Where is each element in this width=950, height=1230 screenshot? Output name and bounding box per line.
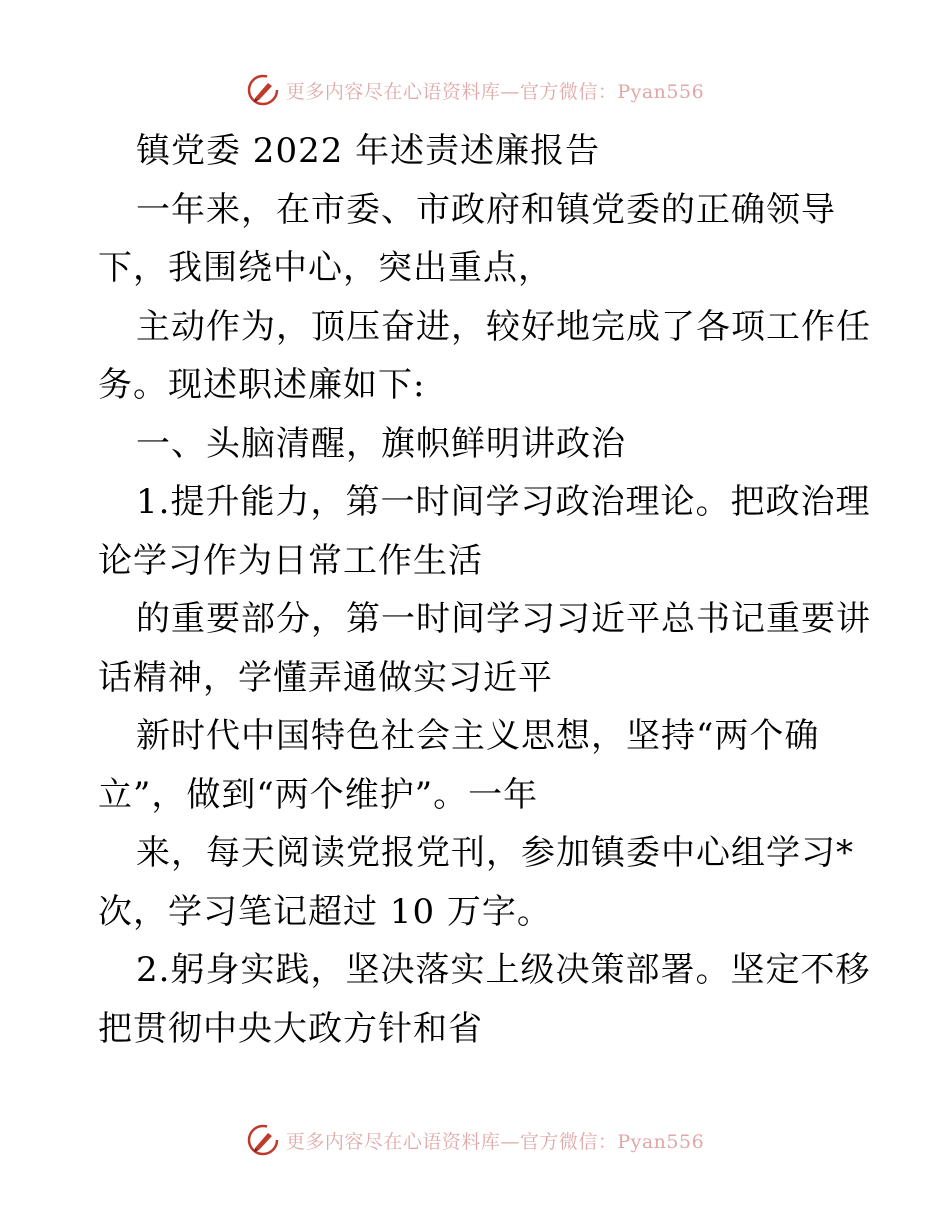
paragraph-line: 主动作为，顶压奋进，较好地完成了各项工作任	[136, 306, 871, 347]
paragraph-line: 新时代中国特色社会主义思想，坚持“两个确	[136, 716, 820, 756]
section-heading: 一、头脑清醒，旗帜鲜明讲政治	[136, 423, 626, 464]
paragraph-line: 立”，做到“两个维护”。一年	[98, 774, 539, 815]
paragraph-line: 务。现述职述廉如下:	[98, 365, 426, 405]
pen-logo-icon	[246, 73, 280, 107]
paragraph-line: 2.躬身实践，坚决落实上级决策部署。坚定不移	[136, 950, 871, 990]
paragraph-line: 论学习作为日常工作生活	[98, 540, 483, 581]
watermark-text: 更多内容尽在心语资料库—官方微信：Pyan556	[285, 1130, 705, 1153]
watermark-header	[0, 70, 950, 110]
paragraph-line: 下，我围绕中心，突出重点，	[98, 248, 553, 288]
document-body	[98, 122, 871, 1058]
paragraph-line: 把贯彻中央大政方针和省	[98, 1008, 483, 1049]
paragraph-line: 来，每天阅读党报党刊，参加镇委中心组学习*	[136, 833, 854, 873]
paragraph-line: 一年来，在市委、市政府和镇党委的正确领导	[136, 189, 836, 230]
paragraph-line: 话精神，学懂弄通做实习近平	[98, 657, 553, 698]
watermark-text: 更多内容尽在心语资料库—官方微信：Pyan556	[285, 80, 705, 103]
watermark-footer	[0, 1120, 950, 1160]
paragraph-line: 1.提升能力，第一时间学习政治理论。把政治理	[136, 482, 871, 522]
paragraph-line: 的重要部分，第一时间学习习近平总书记重要讲	[136, 599, 871, 639]
doc-title: 镇党委 2022 年述责述廉报告	[136, 131, 601, 171]
pen-logo-icon	[246, 1123, 280, 1157]
paragraph-line: 次，学习笔记超过 10 万字。	[98, 891, 552, 932]
